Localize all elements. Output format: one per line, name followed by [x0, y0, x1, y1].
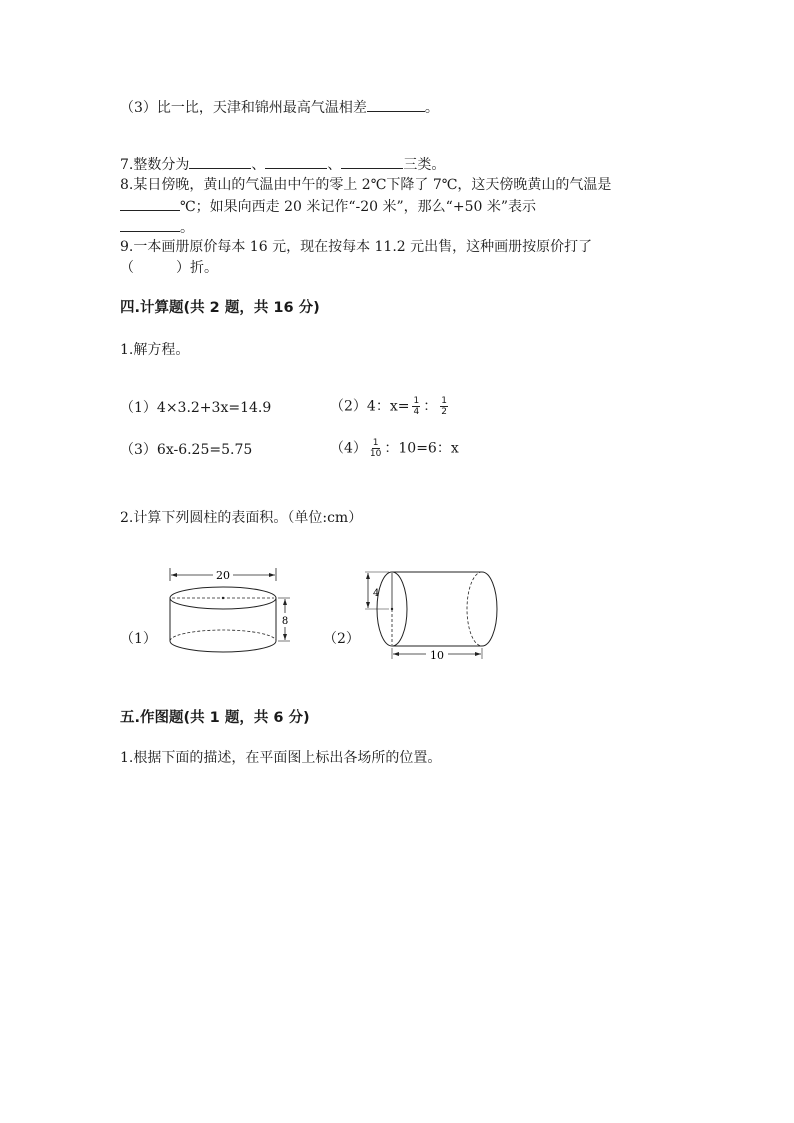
figure-1-height-label: 8 — [281, 616, 289, 627]
fraction: $\frac{1}{4}$ — [413, 396, 420, 417]
answer-blank[interactable] — [120, 217, 180, 232]
question-8-line3: 。 — [120, 217, 194, 238]
section-4-q1-title: 1.解方程。 — [120, 342, 190, 358]
figure-2-length-label: 10 — [430, 649, 444, 662]
answer-blank[interactable] — [120, 196, 180, 211]
fraction: $\frac{1}{10}$ — [369, 438, 382, 459]
section-5-title: 五.作图题(共 1 题，共 6 分) — [120, 710, 310, 726]
question-9-line2: （ ）折。 — [120, 260, 218, 276]
figure-1-width-label: 20 — [216, 569, 230, 582]
q3-sub-text: （3）比一比，天津和锦州最高气温相差 — [120, 100, 367, 116]
question-8-line2: ℃；如果向西走 20 米记作“-20 米”，那么“+50 米”表示 — [120, 196, 536, 217]
answer-blank[interactable] — [265, 154, 327, 169]
question-3-sub: （3）比一比，天津和锦州最高气温相差 。 — [120, 97, 439, 118]
fraction: $\frac{1}{2}$ — [441, 396, 447, 417]
section-4-title: 四.计算题(共 2 题，共 16 分) — [120, 300, 320, 316]
equation-4: （4） $\frac{1}{10}$ ：10=6：x — [330, 438, 459, 459]
equation-1: （1）4×3.2+3x=14.9 — [120, 400, 272, 416]
cylinder-figure-1 — [160, 565, 300, 665]
question-8-line1: 8.某日傍晚，黄山的气温由中午的零上 2℃下降了 7℃，这天傍晚黄山的气温是 — [120, 177, 612, 193]
figure-1-label: （1） — [120, 631, 157, 647]
cylinder-figure-2 — [362, 565, 507, 665]
question-9-line1: 9.一本画册原价每本 16 元，现在按每本 11.2 元出售，这种画册按原价打了 — [120, 239, 593, 255]
equation-2: （2）4：x= $\frac{1}{4}$ ： $\frac{1}{2}$ — [330, 396, 447, 417]
answer-blank[interactable] — [367, 97, 425, 112]
answer-blank[interactable] — [189, 154, 251, 169]
figure-2-diameter-label: 4 — [373, 588, 380, 599]
figure-2-label: （2） — [323, 631, 360, 647]
equation-3: （3）6x-6.25=5.75 — [120, 442, 253, 458]
question-7: 7.整数分为 、 、 三类。 — [120, 154, 445, 175]
answer-blank[interactable] — [341, 154, 403, 169]
section-5-q1-title: 1.根据下面的描述，在平面图上标出各场所的位置。 — [120, 750, 442, 766]
section-4-q2-title: 2.计算下列圆柱的表面积。（单位:cm） — [120, 510, 363, 526]
